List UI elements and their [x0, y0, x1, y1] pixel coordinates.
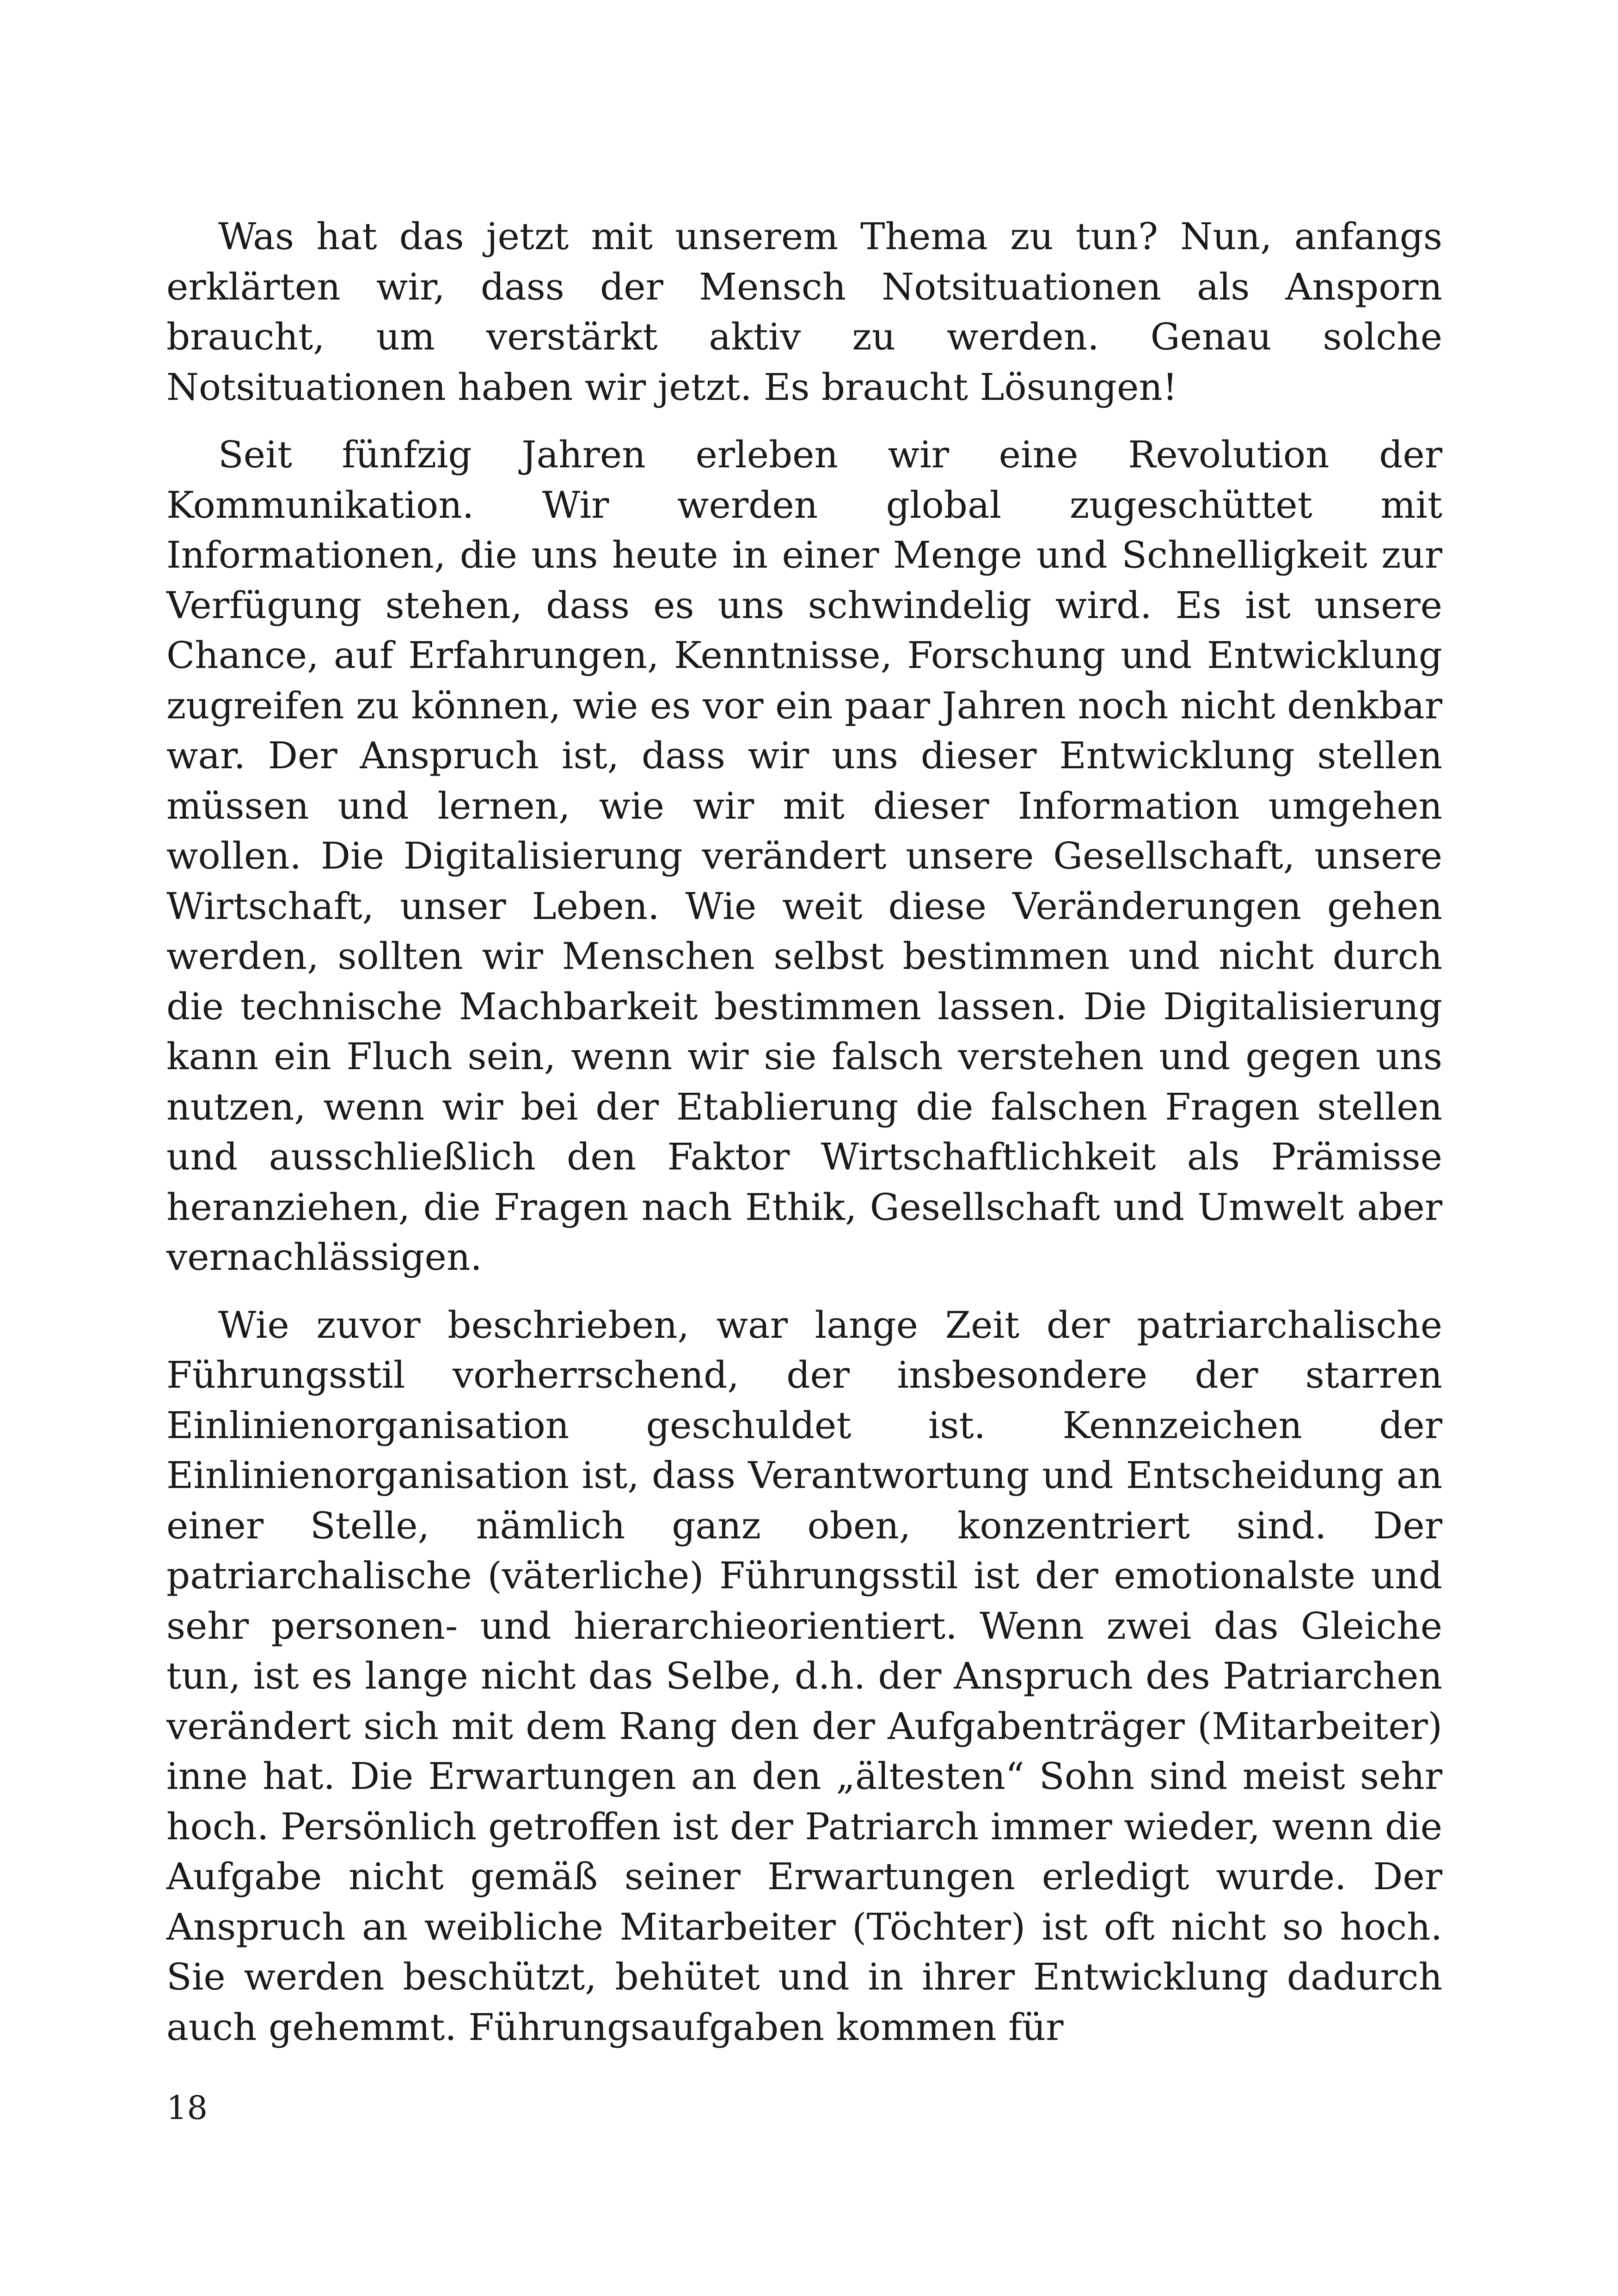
body-text	[166, 212, 1442, 2052]
paragraph-1: Was hat das jetzt mit unserem Thema zu tun? Nun, anfangs erklärten wir, dass der Mensch Notsituationen als Ansporn braucht, um verstärkt aktiv zu werden. Genau solche Notsituationen haben wir jetzt. Es braucht Lösungen!	[166, 215, 1442, 409]
paragraph-3: Wie zuvor beschrieben, war lange Zeit der patriarchalische Führungsstil vorherrschend, der insbesondere der starren Einlinienorganisation geschuldet ist. Kennzeichen der Einlinienorganisation ist, dass Verantwortung und Entscheidung an einer Stelle, nämlich ganz oben, konzentriert sind. Der patriarchalische (väterliche) Führungsstil ist der emotionalste und sehr personen- und hierarchieorientiert. Wenn zwei das Gleiche tun, ist es lange nicht das Selbe, d.h. der Anspruch des Patriarchen verändert sich mit dem Rang den der Aufgabenträger (Mitarbeiter) inne hat. Die Erwartungen an den „ältesten“ Sohn sind meist sehr hoch. Persönlich getroffen ist der Patriarch immer wieder, wenn die Aufgabe nicht gemäß seiner Erwartungen erledigt wurde. Der Anspruch an weibliche Mitarbeiter (Töchter) ist oft nicht so hoch. Sie werden beschützt, behütet und in ihrer Entwicklung dadurch auch gehemmt. Führungsaufgaben kommen für	[166, 1303, 1442, 2049]
paragraph-2: Seit fünfzig Jahren erleben wir eine Revolution der Kommunikation. Wir werden global zugeschüttet mit Informationen, die uns heute in einer Menge und Schnelligkeit zur Verfügung stehen, dass es uns schwindelig wird. Es ist unsere Chance, auf Erfahrungen, Kenntnisse, Forschung und Entwicklung zugreifen zu können, wie es vor ein paar Jahren noch nicht denkbar war. Der Anspruch ist, dass wir uns dieser Entwicklung stellen müssen und lernen, wie wir mit dieser Information umgehen wollen. Die Digitalisierung verändert unsere Gesellschaft, unsere Wirtschaft, unser Leben. Wie weit diese Veränderungen gehen werden, sollten wir Menschen selbst bestimmen und nicht durch die technische Machbarkeit bestimmen lassen. Die Digitalisierung kann ein Fluch sein, wenn wir sie falsch verstehen und gegen uns nutzen, wenn wir bei der Etablierung die falschen Fragen stellen und ausschließlich den Faktor Wirtschaftlichkeit als Prämisse heranziehen, die Fragen nach Ethik, Gesellschaft und Umwelt aber vernachlässigen.	[166, 433, 1442, 1279]
page-number: 18	[166, 2089, 208, 2127]
